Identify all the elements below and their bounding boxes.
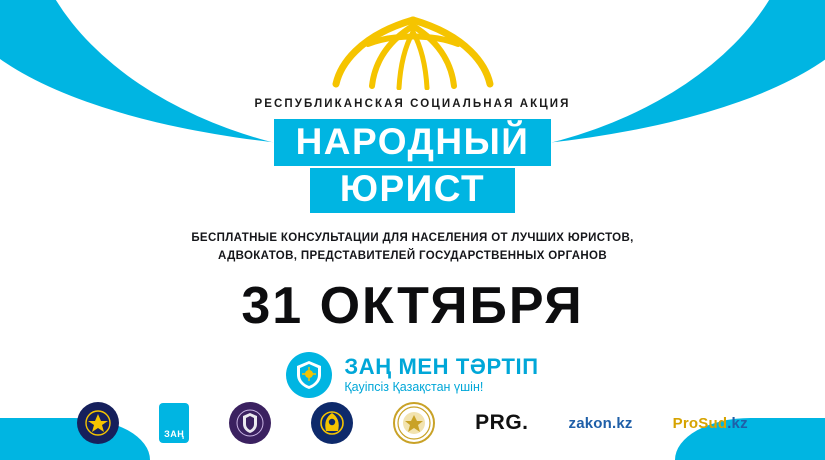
prosud-kz-text: .kz (727, 414, 748, 432)
poster-subtitle (191, 230, 633, 266)
slogan-block (286, 352, 538, 398)
bar-association-emblem-icon (393, 402, 435, 444)
poster-kicker: РЕСПУБЛИКАНСКАЯ СОЦИАЛЬНАЯ АКЦИЯ (254, 98, 571, 110)
logo-item[interactable] (393, 400, 435, 446)
logo-item[interactable] (311, 400, 353, 446)
prosud-pro-text: ProSud (672, 414, 728, 432)
zakon-kz-logo-label: zakon.kz (568, 414, 633, 432)
prosud-kz-logo-label (673, 415, 748, 432)
purple-shield-emblem-icon (229, 402, 271, 444)
shanyrak-yellow-emblem-icon (298, 14, 528, 90)
prg-logo-label: PRG. (475, 411, 529, 434)
slogan-sub-text: Қауіпсіз Қазақстан үшін! (344, 380, 484, 395)
logo-item[interactable] (569, 400, 633, 446)
logo-item[interactable] (77, 400, 119, 446)
poster-subtitle-line1: БЕСПЛАТНЫЕ КОНСУЛЬТАЦИИ ДЛЯ НАСЕЛЕНИЯ ОТ ЛУЧШИХ ЮРИСТОВ, (191, 232, 634, 244)
logo-item[interactable] (229, 400, 271, 446)
logo-item[interactable] (159, 400, 189, 446)
poster-title-block (274, 119, 552, 213)
zan-square-logo-icon (159, 403, 189, 443)
poster-title-line1: НАРОДНЫЙ (274, 119, 552, 166)
law-and-order-badge-icon (286, 352, 332, 398)
logo-item[interactable] (475, 400, 528, 446)
poster-subtitle-line2: АДВОКАТОВ, ПРЕДСТАВИТЕЛЕЙ ГОСУДАРСТВЕННЫХ ОРГАНОВ (217, 249, 607, 262)
ministry-of-internal-affairs-emblem-icon (77, 402, 119, 444)
slogan-text-block (344, 355, 538, 394)
logo-item[interactable] (673, 400, 748, 446)
gold-state-emblem-icon (311, 402, 353, 444)
zan-logo-label: ЗАҢ (164, 429, 185, 439)
poster-title-line2: ЮРИСТ (310, 168, 515, 213)
partner-logo-row (0, 400, 825, 446)
poster-date: 31 ОКТЯБРЯ (241, 276, 584, 335)
slogan-main-text: ЗАҢ МЕН ТӘРТІП (344, 354, 539, 380)
